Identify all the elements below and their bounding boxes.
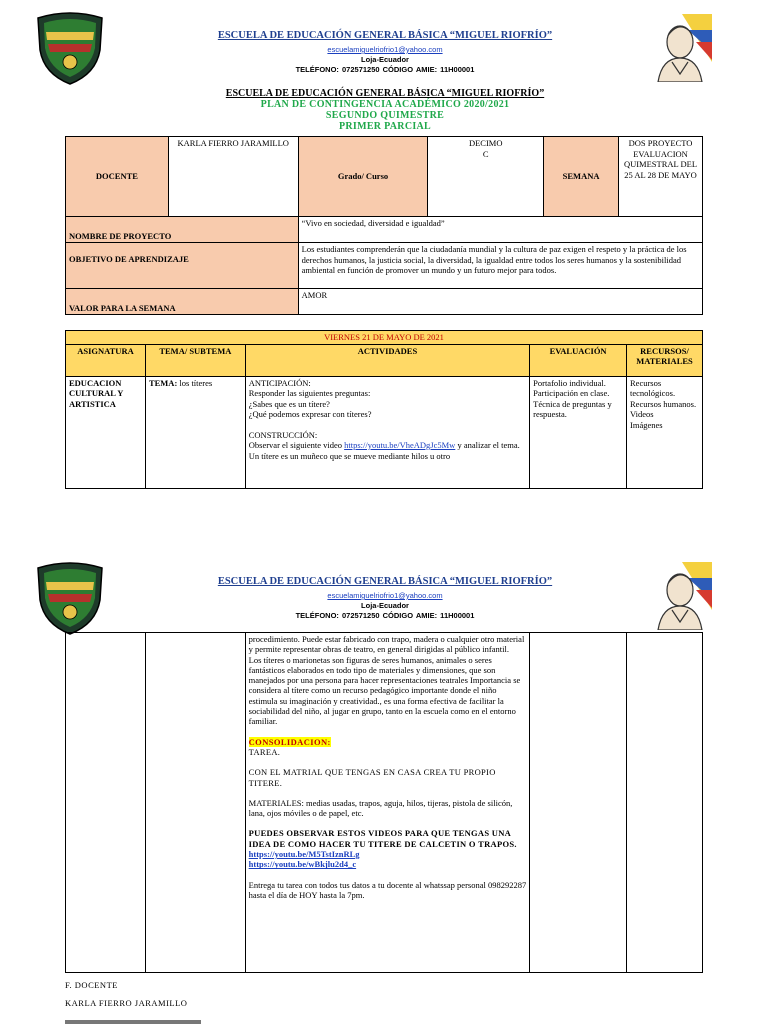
tema-label: TEMA: <box>148 377 178 388</box>
evaluacion-item-2: Participación en clase. <box>533 388 610 398</box>
document-page-1 <box>0 0 768 500</box>
evaluacion-item-3: Técnica de preguntas y respuesta. <box>533 398 612 419</box>
objetivo-value: Los estudiantes comprenderán que la ciudadanía mundial y la cultura de paz exigen el respeto y la práctica de los derechos humanos, la justicia social, la diversidad, la igualdad entre todos los seres humanos y la sostenibilidad ambiental en función de promover un mundo y un futuro mejor para todos. <box>298 243 702 289</box>
video-intro: Observar el siguiente video <box>248 440 342 450</box>
school-crest-icon <box>34 560 106 636</box>
actividades-cell <box>245 376 529 488</box>
school-crest-icon <box>34 10 106 86</box>
page-header <box>0 0 768 82</box>
school-phone: TELÉFONO: 072571250 CÓDIGO AMIE: 11H00001 <box>295 611 475 620</box>
construccion-heading: CONSTRUCCIÓN: <box>248 429 318 440</box>
page-gap <box>0 500 768 560</box>
proyecto-label: NOMBRE DE PROYECTO <box>66 217 299 243</box>
signature-name: KARLA FIERRO JARAMILLO <box>65 998 188 1008</box>
questions-intro: Responder las siguientes preguntas: <box>248 388 371 398</box>
consolidacion-heading: CONSOLIDACION: <box>248 736 331 747</box>
school-email-link[interactable]: escuelamiguelriofrio1@yahoo.com <box>327 591 443 600</box>
tarea-instruction: CON EL MATRIAL QUE TENGAS EN CASA CREA TU PROPIO TITERE. <box>248 767 496 788</box>
valor-value: AMOR <box>298 289 702 315</box>
video-tail: y analizar el tema. <box>457 440 520 450</box>
evaluacion-cell <box>530 376 627 488</box>
objetivo-label <box>66 243 299 289</box>
signature-image <box>65 1020 201 1024</box>
grado-value <box>428 137 544 217</box>
video-link[interactable]: https://youtu.be/VheADgJc5Mw <box>344 440 456 450</box>
signature-label: F. DOCENTE <box>65 980 118 990</box>
video-link-2[interactable]: https://youtu.be/wBkjlu2d4_c <box>248 859 357 870</box>
evaluacion-cell-continued <box>530 633 627 973</box>
semana-label: SEMANA <box>544 137 619 217</box>
col-header-evaluacion: EVALUACIÓN <box>530 344 627 376</box>
asignatura-cell-continued <box>66 633 146 973</box>
tema-value: los títeres <box>179 377 213 388</box>
question-1: ¿Sabes que es un títere? <box>248 398 330 409</box>
col-header-actividades: ACTIVIDADES <box>245 344 529 376</box>
grado-value-section: C <box>482 148 489 159</box>
grado-value-level: DECIMO <box>468 138 503 148</box>
recursos-cell-continued <box>627 633 703 973</box>
schedule-date: VIERNES 21 DE MAYO DE 2021 <box>66 331 703 345</box>
school-phone: TELÉFONO: 072571250 CÓDIGO AMIE: 11H00001 <box>295 65 475 74</box>
definition-start: Un títere es un muñeco que se mueve mediante hilos u otro <box>248 450 451 461</box>
recursos-cell <box>627 376 703 488</box>
docente-value: KARLA FIERRO JARAMILLO <box>168 137 298 217</box>
portrait-icon <box>652 560 714 630</box>
videos-instruction: PUEDES OBSERVAR ESTOS VIDEOS PARA QUE TENGAS UNA IDEA DE COMO HACER TU TITERE DE CALCETIN O TRAPOS. <box>248 828 517 849</box>
plan-title: PLAN DE CONTINGENCIA ACADÉMICO 2020/2021 <box>260 99 510 110</box>
recursos-item-1: Recursos tecnológicos. <box>630 377 676 398</box>
school-city: Loja-Ecuador <box>361 55 409 64</box>
document-page-2 <box>0 560 768 1024</box>
col-header-tema: TEMA/ SUBTEMA <box>145 344 245 376</box>
entrega-instruction: Entrega tu tarea con todos tus datos a tu docente al whatssap personal 098292287 hasta el día de HOY hasta la 7pm. <box>248 879 527 900</box>
portrait-icon <box>652 12 714 82</box>
grado-label: Grado/ Curso <box>298 137 428 217</box>
recursos-item-2: Recursos humanos. <box>630 398 697 409</box>
video-link-1[interactable]: https://youtu.be/M5TstIznRLg <box>248 849 360 860</box>
materiales-list: MATERIALES: medias usadas, trapos, aguja, hilos, tijeras, pistola de silicón, lana, ojos móviles o de papel, etc. <box>248 797 513 819</box>
proyecto-value: “Vivo en sociedad, diversidad e igualdad” <box>298 217 702 243</box>
actividades-cell-continued <box>245 633 530 973</box>
definition-continued: procedimiento. Puede estar fabricado con trapo, madera o cualquier otro material y permite representar obras de teatro, en general dirigidas al público infantil. <box>248 634 525 655</box>
objetivo-label-text: OBJETIVO DE APRENDIZAJE <box>69 254 189 264</box>
recursos-item-4: Imágenes <box>630 419 663 430</box>
question-2: ¿Qué podemos expresar con títeres? <box>248 409 372 419</box>
semana-value: DOS PROYECTO EVALUACION QUIMESTRAL DEL 25 AL 28 DE MAYO <box>619 137 703 217</box>
plan-parcial: PRIMER PARCIAL <box>338 121 432 132</box>
valor-label: VALOR PARA LA SEMANA <box>66 289 299 315</box>
plan-quimestre: SEGUNDO QUIMESTRE <box>325 110 445 121</box>
plan-school-name: ESCUELA DE EDUCACIÓN GENERAL BÁSICA “MIGUEL RIOFRÍO” <box>225 88 545 99</box>
video-instruction <box>249 440 526 451</box>
plan-title-block <box>150 88 620 132</box>
schedule-table <box>65 330 703 489</box>
tema-cell <box>145 376 245 488</box>
evaluacion-item-1: Portafolio individual. <box>533 377 606 388</box>
page-header-2 <box>0 560 768 642</box>
recursos-item-3: Videos <box>630 409 654 419</box>
tema-cell-continued <box>145 633 245 973</box>
school-email-link[interactable]: escuelamiguelriofrio1@yahoo.com <box>327 45 443 54</box>
schedule-table-continued <box>65 632 703 973</box>
tarea-heading: TAREA. <box>248 746 281 757</box>
school-name: ESCUELA DE EDUCACIÓN GENERAL BÁSICA “MIGUEL RIOFRÍO” <box>217 576 553 587</box>
school-city: Loja-Ecuador <box>361 601 409 610</box>
asignatura-cell: EDUCACION CULTURAL Y ARTISTICA <box>66 376 146 488</box>
titeres-description: Los títeres o marionetas son figuras de seres humanos, animales o seres fantásticos elaborados en todo tipo de materiales y dimensiones, que son manejados por una persona para hacer representaciones teatrales Importancia se considera al títere como un recurso pedagógico importante donde el niño estimula su imaginación y creatividad., es una forma efectiva de facilitar la sociabilidad del niño, al jugar en grupo, tanto en la escuela como en el entorno familiar. <box>248 654 521 727</box>
school-name: ESCUELA DE EDUCACIÓN GENERAL BÁSICA “MIGUEL RIOFRÍO” <box>217 30 553 41</box>
docente-label: DOCENTE <box>66 137 169 217</box>
col-header-asignatura: ASIGNATURA <box>66 344 146 376</box>
anticipacion-heading: ANTICIPACIÓN: <box>248 377 311 388</box>
info-table <box>65 136 703 315</box>
col-header-recursos: RECURSOS/ MATERIALES <box>627 344 703 376</box>
